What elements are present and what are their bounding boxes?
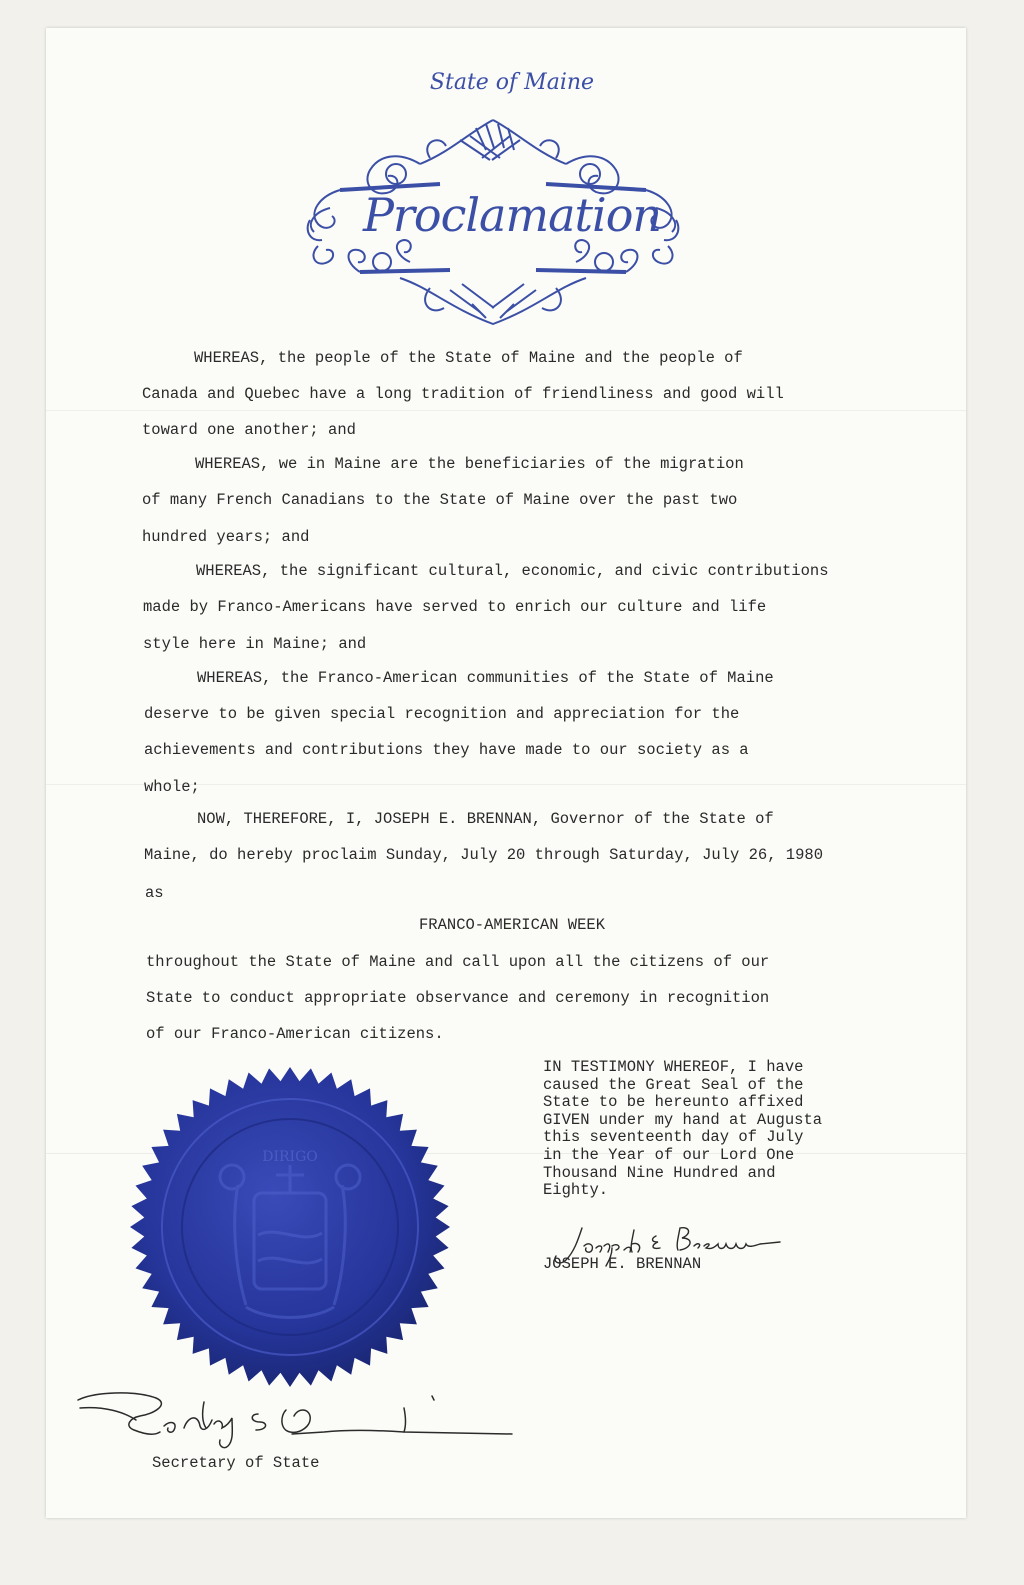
body-line: WHEREAS, we in Maine are the beneficiaries of the migration — [195, 455, 744, 473]
proclaimed-week-title: FRANCO-AMERICAN WEEK — [418, 916, 606, 934]
governor-name: JOSEPH E. BRENNAN — [543, 1255, 702, 1273]
body-line: Canada and Quebec have a long tradition of friendliness and good will — [142, 385, 784, 403]
body-line: NOW, THEREFORE, I, JOSEPH E. BRENNAN, Governor of the State of — [197, 810, 774, 828]
body-line: of our Franco-American citizens. — [146, 1025, 444, 1043]
seal-motto: DIRIGO — [262, 1149, 318, 1165]
great-seal-of-maine — [128, 1065, 452, 1389]
secretary-of-state-label: Secretary of State — [152, 1454, 320, 1472]
body-line: throughout the State of Maine and call upon all the citizens of our — [146, 953, 770, 971]
paper-fold — [46, 410, 966, 411]
body-line: toward one another; and — [142, 421, 356, 439]
body-line: Maine, do hereby proclaim Sunday, July 20 through Saturday, July 26, 1980 — [144, 846, 824, 864]
body-line: hundred years; and — [142, 528, 310, 546]
body-line: whole; — [144, 778, 200, 796]
body-line: as — [145, 884, 164, 902]
body-line: deserve to be given special recognition and appreciation for the — [144, 705, 740, 723]
body-line: of many French Canadians to the State of Maine over the past two — [142, 491, 738, 509]
body-line: State to conduct appropriate observance and ceremony in recognition — [146, 989, 770, 1007]
body-line: made by Franco-Americans have served to enrich our culture and life — [143, 598, 767, 616]
proclamation-title: Proclamation — [362, 188, 662, 242]
body-line: achievements and contributions they have made to our society as a — [144, 741, 749, 759]
body-line: WHEREAS, the significant cultural, economic, and civic contributions — [196, 562, 829, 580]
body-line: WHEREAS, the people of the State of Maine and the people of — [194, 349, 743, 367]
testimony-clause: IN TESTIMONY WHEREOF, I have caused the Great Seal of the State to be hereunto affixed GIVEN under my hand at Augusta this seventeenth day of July in the Year of our Lord One Thousand Nine Hundred and Eighty. — [543, 1058, 823, 1200]
body-line: style here in Maine; and — [143, 635, 367, 653]
body-line: WHEREAS, the Franco-American communities of the State of Maine — [197, 669, 774, 687]
state-heading: State of Maine — [429, 70, 595, 95]
